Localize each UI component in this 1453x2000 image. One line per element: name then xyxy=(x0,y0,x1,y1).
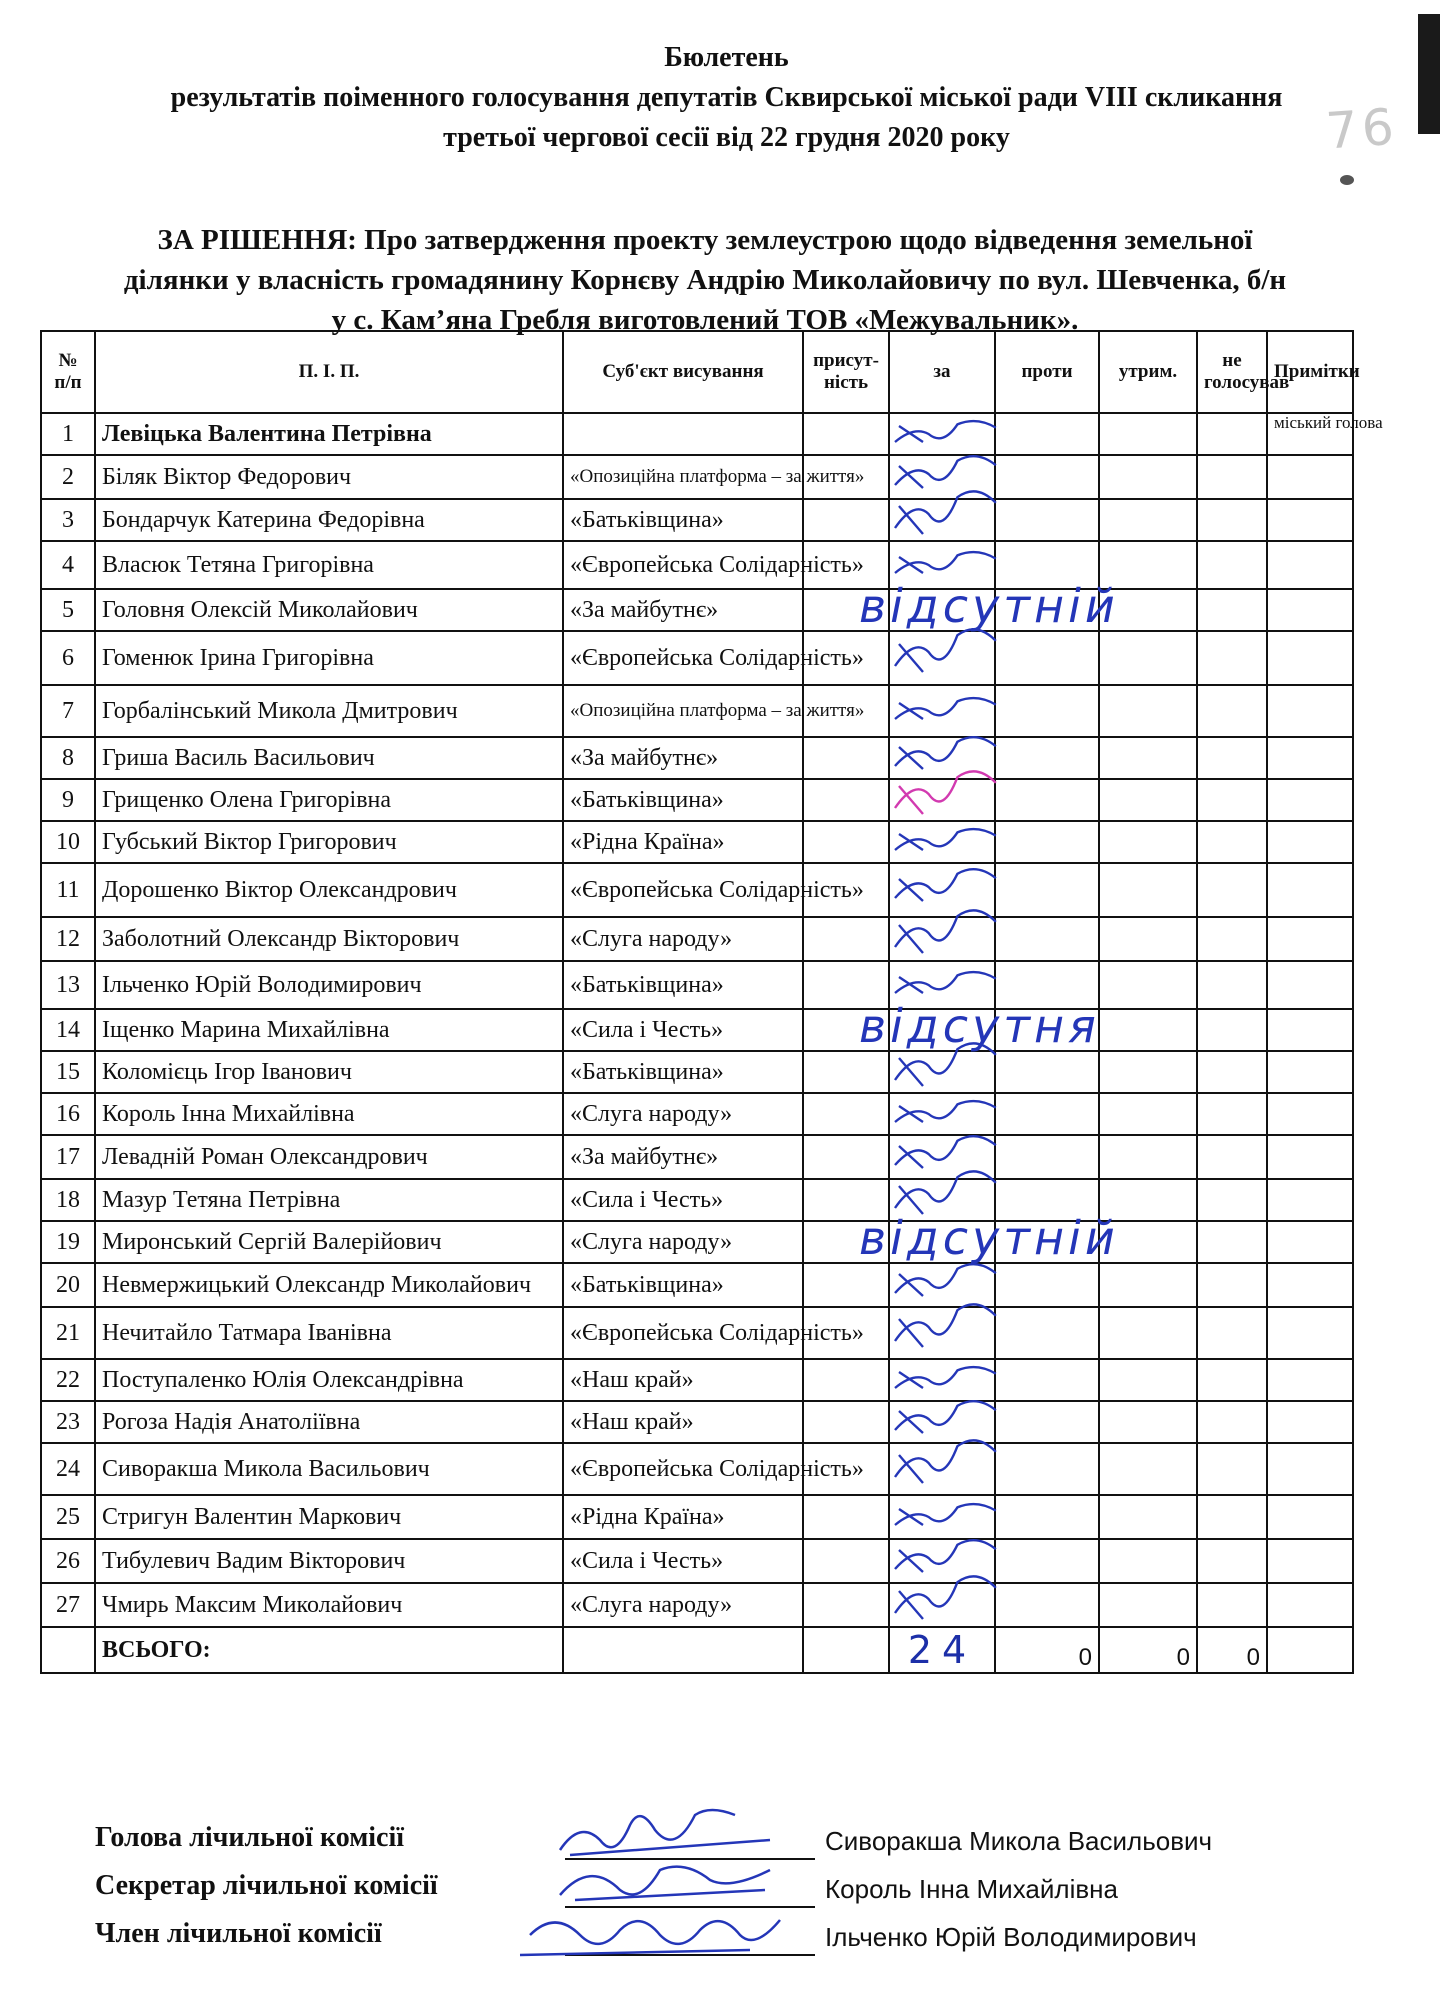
cell-za xyxy=(889,1443,995,1495)
table-row xyxy=(41,1583,1353,1627)
cell-present xyxy=(803,779,889,821)
col-za: за xyxy=(889,331,995,413)
totals-proty: 0 xyxy=(995,1627,1099,1673)
cell-proty xyxy=(995,1401,1099,1443)
absent-mark: відсутній xyxy=(859,579,1119,633)
row-num: 23 xyxy=(41,1401,95,1443)
cell-ne-holos xyxy=(1197,455,1267,499)
commission-head-name: Сиворакша Микола Васильович xyxy=(825,1826,1213,1856)
cell-present xyxy=(803,1539,889,1583)
cell-za xyxy=(889,455,995,499)
deputy-party: «За майбутнє» xyxy=(563,1135,803,1179)
cell-ne-holos xyxy=(1197,1263,1267,1307)
cell-notes xyxy=(1267,1051,1353,1093)
table-row xyxy=(41,541,1353,589)
row-num: 4 xyxy=(41,541,95,589)
cell-notes xyxy=(1267,589,1353,631)
cell-notes xyxy=(1267,1359,1353,1401)
cell-ne-holos xyxy=(1197,541,1267,589)
table-row xyxy=(41,961,1353,1009)
cell-utrym xyxy=(1099,1359,1197,1401)
cell-ne-holos xyxy=(1197,1307,1267,1359)
col-present: присут-ність xyxy=(803,331,889,413)
row-num: 20 xyxy=(41,1263,95,1307)
cell-proty xyxy=(995,499,1099,541)
totals-label: ВСЬОГО: xyxy=(95,1627,563,1673)
cell-ne-holos xyxy=(1197,1135,1267,1179)
row-num: 8 xyxy=(41,737,95,779)
cell-ne-holos xyxy=(1197,737,1267,779)
decision-text xyxy=(60,220,1350,340)
cell-utrym xyxy=(1099,737,1197,779)
cell-proty xyxy=(995,1263,1099,1307)
cell-notes xyxy=(1267,1401,1353,1443)
cell-za xyxy=(889,1359,995,1401)
table-row xyxy=(41,1263,1353,1307)
cell-ne-holos xyxy=(1197,961,1267,1009)
deputy-name: Рогоза Надія Анатоліївна xyxy=(95,1401,563,1443)
cell-present xyxy=(803,1495,889,1539)
commission-member-name: Ільченко Юрій Володимирович xyxy=(825,1922,1197,1952)
cell-ne-holos xyxy=(1197,631,1267,685)
table-row xyxy=(41,455,1353,499)
cell-ne-holos xyxy=(1197,685,1267,737)
cell-za xyxy=(889,1583,995,1627)
commission-secretary-name: Король Інна Михайлівна xyxy=(825,1874,1118,1904)
cell-notes xyxy=(1267,499,1353,541)
row-num: 25 xyxy=(41,1495,95,1539)
table-row xyxy=(41,1539,1353,1583)
row-num: 19 xyxy=(41,1221,95,1263)
deputy-party: «Європейська Солідарність» xyxy=(563,1307,803,1359)
deputy-party: «Сила і Честь» xyxy=(563,1539,803,1583)
cell-proty xyxy=(995,821,1099,863)
cell-za xyxy=(889,1093,995,1135)
deputy-name: Біляк Віктор Федорович xyxy=(95,455,563,499)
cell-notes xyxy=(1267,1495,1353,1539)
totals-party-empty xyxy=(563,1627,803,1673)
cell-za xyxy=(889,1051,995,1093)
deputy-name: Невмержицький Олександр Миколайович xyxy=(95,1263,563,1307)
cell-notes xyxy=(1267,821,1353,863)
cell-ne-holos xyxy=(1197,779,1267,821)
row-num: 5 xyxy=(41,589,95,631)
cell-present xyxy=(803,1135,889,1179)
deputy-name: Губський Віктор Григорович xyxy=(95,821,563,863)
col-party: Суб'єкт висування xyxy=(563,331,803,413)
cell-ne-holos xyxy=(1197,1539,1267,1583)
row-num: 22 xyxy=(41,1359,95,1401)
cell-za xyxy=(889,1263,995,1307)
cell-za xyxy=(889,499,995,541)
cell-proty xyxy=(995,1093,1099,1135)
row-num: 15 xyxy=(41,1051,95,1093)
cell-notes xyxy=(1267,631,1353,685)
cell-ne-holos xyxy=(1197,1093,1267,1135)
totals-present-empty xyxy=(803,1627,889,1673)
table-row xyxy=(41,1179,1353,1221)
cell-utrym xyxy=(1099,499,1197,541)
table-body xyxy=(41,413,1383,1627)
deputy-name: Іщенко Марина Михайлівна xyxy=(95,1009,563,1051)
deputy-name: Сиворакша Микола Васильович xyxy=(95,1443,563,1495)
deputy-name: Гриша Василь Васильович xyxy=(95,737,563,779)
cell-utrym xyxy=(1099,1539,1197,1583)
ballot-subtitle-line-2: третьої чергової сесії від 22 грудня 2020 року xyxy=(443,122,1010,153)
cell-utrym xyxy=(1099,685,1197,737)
cell-utrym xyxy=(1099,1495,1197,1539)
cell-utrym xyxy=(1099,1009,1197,1051)
cell-ne-holos xyxy=(1197,917,1267,961)
cell-ne-holos xyxy=(1197,499,1267,541)
totals-utrym: 0 xyxy=(1099,1627,1197,1673)
deputy-name: Стригун Валентин Маркович xyxy=(95,1495,563,1539)
cell-present xyxy=(803,1359,889,1401)
table-row xyxy=(41,631,1353,685)
cell-za xyxy=(889,1495,995,1539)
deputy-name: Левіцька Валентина Петрівна xyxy=(95,413,563,455)
deputy-name: Власюк Тетяна Григорівна xyxy=(95,541,563,589)
cell-proty xyxy=(995,1539,1099,1583)
deputy-name: Головня Олексій Миколайович xyxy=(95,589,563,631)
cell-notes xyxy=(1267,1221,1353,1263)
deputy-party: «Рідна Країна» xyxy=(563,821,803,863)
cell-ne-holos xyxy=(1197,1401,1267,1443)
deputy-name: Левадній Роман Олександрович xyxy=(95,1135,563,1179)
absent-mark: відсутня xyxy=(859,999,1100,1053)
deputy-party xyxy=(563,413,803,455)
cell-za xyxy=(889,1135,995,1179)
row-num: 11 xyxy=(41,863,95,917)
cell-proty xyxy=(995,863,1099,917)
cell-za xyxy=(889,737,995,779)
cell-ne-holos xyxy=(1197,589,1267,631)
cell-proty xyxy=(995,685,1099,737)
cell-utrym xyxy=(1099,1583,1197,1627)
table-row xyxy=(41,863,1353,917)
table-row xyxy=(41,737,1353,779)
cell-ne-holos xyxy=(1197,1009,1267,1051)
row-num: 16 xyxy=(41,1093,95,1135)
cell-notes xyxy=(1267,863,1353,917)
deputy-party: «Батьківщина» xyxy=(563,1263,803,1307)
cell-notes: міський голова xyxy=(1267,413,1353,455)
deputy-party: «Опозиційна платформа – за життя» xyxy=(563,455,803,499)
deputy-party: «Європейська Солідарність» xyxy=(563,541,803,589)
cell-za xyxy=(889,917,995,961)
col-ne-holos: не голосував xyxy=(1197,331,1267,413)
cell-utrym xyxy=(1099,821,1197,863)
cell-present xyxy=(803,1583,889,1627)
cell-present xyxy=(803,917,889,961)
cell-notes xyxy=(1267,779,1353,821)
row-num: 7 xyxy=(41,685,95,737)
cell-za xyxy=(889,779,995,821)
cell-ne-holos xyxy=(1197,1583,1267,1627)
deputy-name: Дорошенко Віктор Олександрович xyxy=(95,863,563,917)
totals-ne-holos: 0 xyxy=(1197,1627,1267,1673)
cell-utrym xyxy=(1099,1307,1197,1359)
cell-notes xyxy=(1267,1307,1353,1359)
row-num: 6 xyxy=(41,631,95,685)
deputy-party: «Батьківщина» xyxy=(563,961,803,1009)
deputy-party: «Європейська Солідарність» xyxy=(563,631,803,685)
deputy-party: «Слуга народу» xyxy=(563,1583,803,1627)
col-proty: проти xyxy=(995,331,1099,413)
col-notes: Примітки xyxy=(1267,331,1353,413)
deputy-name: Нечитайло Татмара Іванівна xyxy=(95,1307,563,1359)
deputy-name: Грищенко Олена Григорівна xyxy=(95,779,563,821)
cell-za xyxy=(889,685,995,737)
table-row xyxy=(41,1495,1353,1539)
cell-ne-holos xyxy=(1197,1495,1267,1539)
table-row xyxy=(41,1401,1353,1443)
signature-line xyxy=(565,1858,815,1860)
deputy-party: «За майбутнє» xyxy=(563,737,803,779)
counting-commission xyxy=(95,1822,1295,1966)
decision-line-1: ЗА РІШЕННЯ: Про затвердження проекту землеустрою щодо відведення земельної xyxy=(157,224,1253,256)
deputy-party: «Сила і Честь» xyxy=(563,1009,803,1051)
cell-proty xyxy=(995,413,1099,455)
cell-present xyxy=(803,737,889,779)
cell-proty xyxy=(995,1135,1099,1179)
cell-utrym xyxy=(1099,779,1197,821)
cell-notes xyxy=(1267,737,1353,779)
table-row xyxy=(41,589,1353,631)
deputy-party: «Слуга народу» xyxy=(563,917,803,961)
table-row xyxy=(41,499,1353,541)
cell-utrym xyxy=(1099,1135,1197,1179)
deputy-name: Горбалінський Микола Дмитрович xyxy=(95,685,563,737)
deputy-name: Миронський Сергій Валерійович xyxy=(95,1221,563,1263)
deputy-name: Бондарчук Катерина Федорівна xyxy=(95,499,563,541)
col-num: № п/п xyxy=(41,331,95,413)
signature-line xyxy=(565,1954,815,1956)
row-num: 27 xyxy=(41,1583,95,1627)
table-row xyxy=(41,917,1353,961)
cell-za xyxy=(889,821,995,863)
cell-notes xyxy=(1267,1539,1353,1583)
deputy-name: Поступаленко Юлія Олександрівна xyxy=(95,1359,563,1401)
row-num: 3 xyxy=(41,499,95,541)
cell-utrym xyxy=(1099,1093,1197,1135)
cell-proty xyxy=(995,1443,1099,1495)
ballot-header xyxy=(0,38,1453,158)
cell-ne-holos xyxy=(1197,1179,1267,1221)
deputy-name: Чмирь Максим Миколайович xyxy=(95,1583,563,1627)
cell-proty xyxy=(995,455,1099,499)
cell-za xyxy=(889,413,995,455)
row-num: 24 xyxy=(41,1443,95,1495)
deputy-party: «Слуга народу» xyxy=(563,1221,803,1263)
voting-table xyxy=(40,330,1383,1674)
deputy-party: «Батьківщина» xyxy=(563,1051,803,1093)
row-num: 26 xyxy=(41,1539,95,1583)
cell-notes xyxy=(1267,1009,1353,1051)
commission-member-row xyxy=(95,1918,1295,1966)
totals-empty xyxy=(41,1627,95,1673)
deputy-party: «Батьківщина» xyxy=(563,779,803,821)
cell-notes xyxy=(1267,685,1353,737)
totals-row xyxy=(41,1627,1353,1673)
cell-notes xyxy=(1267,1093,1353,1135)
cell-proty xyxy=(995,631,1099,685)
cell-proty xyxy=(995,1359,1099,1401)
deputy-party: «Опозиційна платформа – за життя» xyxy=(563,685,803,737)
table-row xyxy=(41,1135,1353,1179)
table-row xyxy=(41,1443,1353,1495)
cell-za xyxy=(889,1539,995,1583)
deputy-party: «Наш край» xyxy=(563,1401,803,1443)
cell-proty xyxy=(995,1307,1099,1359)
cell-za xyxy=(889,863,995,917)
row-num: 21 xyxy=(41,1307,95,1359)
cell-utrym xyxy=(1099,1051,1197,1093)
cell-notes xyxy=(1267,961,1353,1009)
cell-utrym xyxy=(1099,961,1197,1009)
table-row xyxy=(41,413,1353,455)
deputy-name: Заболотний Олександр Вікторович xyxy=(95,917,563,961)
table-header-row xyxy=(41,331,1353,413)
cell-notes xyxy=(1267,1179,1353,1221)
row-num: 10 xyxy=(41,821,95,863)
row-num: 17 xyxy=(41,1135,95,1179)
table-row xyxy=(41,1221,1353,1263)
cell-notes xyxy=(1267,1443,1353,1495)
deputy-party: «Рідна Країна» xyxy=(563,1495,803,1539)
cell-present xyxy=(803,1401,889,1443)
deputy-party: «Сила і Честь» xyxy=(563,1179,803,1221)
cell-proty xyxy=(995,779,1099,821)
cell-ne-holos xyxy=(1197,863,1267,917)
cell-present xyxy=(803,1093,889,1135)
cell-za xyxy=(889,1401,995,1443)
cell-proty xyxy=(995,1583,1099,1627)
deputy-name: Ільченко Юрій Володимирович xyxy=(95,961,563,1009)
cell-present xyxy=(803,821,889,863)
cell-proty xyxy=(995,1495,1099,1539)
cell-za xyxy=(889,631,995,685)
table-row xyxy=(41,1009,1353,1051)
row-num: 13 xyxy=(41,961,95,1009)
cell-proty xyxy=(995,737,1099,779)
commission-secretary-row xyxy=(95,1870,1295,1918)
cell-present xyxy=(803,413,889,455)
cell-ne-holos xyxy=(1197,413,1267,455)
cell-ne-holos xyxy=(1197,821,1267,863)
cell-za xyxy=(889,1307,995,1359)
table-row xyxy=(41,779,1353,821)
commission-head-row xyxy=(95,1822,1295,1870)
cell-utrym xyxy=(1099,1443,1197,1495)
row-num: 9 xyxy=(41,779,95,821)
cell-present xyxy=(803,1263,889,1307)
cell-notes xyxy=(1267,1263,1353,1307)
table-row xyxy=(41,1359,1353,1401)
signature-line xyxy=(565,1906,815,1908)
cell-utrym xyxy=(1099,917,1197,961)
table-row xyxy=(41,1307,1353,1359)
table-row xyxy=(41,821,1353,863)
col-name: П. І. П. xyxy=(95,331,563,413)
commission-member-label: Член лічильної комісії xyxy=(95,1918,382,1949)
decision-line-3: у с. Кам’яна Гребля виготовлений ТОВ «Межувальник». xyxy=(331,304,1079,336)
cell-notes xyxy=(1267,917,1353,961)
totals-za: 24 xyxy=(889,1627,995,1673)
cell-utrym xyxy=(1099,1263,1197,1307)
cell-utrym xyxy=(1099,1401,1197,1443)
ballot-subtitle-line-1: результатів поіменного голосування депутатів Сквирської міської ради VIII скликання xyxy=(170,82,1283,113)
cell-utrym xyxy=(1099,455,1197,499)
deputy-party: «Батьківщина» xyxy=(563,499,803,541)
cell-utrym xyxy=(1099,863,1197,917)
cell-utrym xyxy=(1099,413,1197,455)
cell-notes xyxy=(1267,1135,1353,1179)
totals-notes-empty xyxy=(1267,1627,1353,1673)
cell-notes xyxy=(1267,541,1353,589)
handwritten-page-number: 76 xyxy=(1324,97,1400,161)
cell-ne-holos xyxy=(1197,1359,1267,1401)
row-num: 18 xyxy=(41,1179,95,1221)
row-num: 1 xyxy=(41,413,95,455)
cell-ne-holos xyxy=(1197,1221,1267,1263)
deputy-name: Король Інна Михайлівна xyxy=(95,1093,563,1135)
deputy-party: «Європейська Солідарність» xyxy=(563,863,803,917)
deputy-party: «Наш край» xyxy=(563,1359,803,1401)
deputy-name: Коломієць Ігор Іванович xyxy=(95,1051,563,1093)
scan-speck xyxy=(1340,175,1354,185)
deputy-name: Мазур Тетяна Петрівна xyxy=(95,1179,563,1221)
deputy-name: Гоменюк Ірина Григорівна xyxy=(95,631,563,685)
deputy-party: «Слуга народу» xyxy=(563,1093,803,1135)
deputy-party: «За майбутнє» xyxy=(563,589,803,631)
table-row xyxy=(41,1051,1353,1093)
cell-utrym xyxy=(1099,631,1197,685)
cell-notes xyxy=(1267,1583,1353,1627)
cell-proty xyxy=(995,1051,1099,1093)
cell-proty xyxy=(995,917,1099,961)
cell-notes xyxy=(1267,455,1353,499)
row-num: 12 xyxy=(41,917,95,961)
ballot-title: Бюлетень xyxy=(664,42,789,73)
table-row xyxy=(41,1093,1353,1135)
deputy-party: «Європейська Солідарність» xyxy=(563,1443,803,1495)
table-row xyxy=(41,685,1353,737)
absent-mark: відсутній xyxy=(859,1211,1119,1265)
cell-present xyxy=(803,499,889,541)
deputy-name: Тибулевич Вадим Вікторович xyxy=(95,1539,563,1583)
decision-line-2: ділянки у власність громадянину Корнєву Андрію Миколайовичу по вул. Шевченка, б/н xyxy=(123,264,1287,296)
commission-secretary-label: Секретар лічильної комісії xyxy=(95,1870,438,1901)
col-utrym: утрим. xyxy=(1099,331,1197,413)
cell-present xyxy=(803,1051,889,1093)
row-num: 2 xyxy=(41,455,95,499)
row-num: 14 xyxy=(41,1009,95,1051)
commission-head-label: Голова лічильної комісії xyxy=(95,1822,405,1853)
cell-ne-holos xyxy=(1197,1051,1267,1093)
cell-ne-holos xyxy=(1197,1443,1267,1495)
